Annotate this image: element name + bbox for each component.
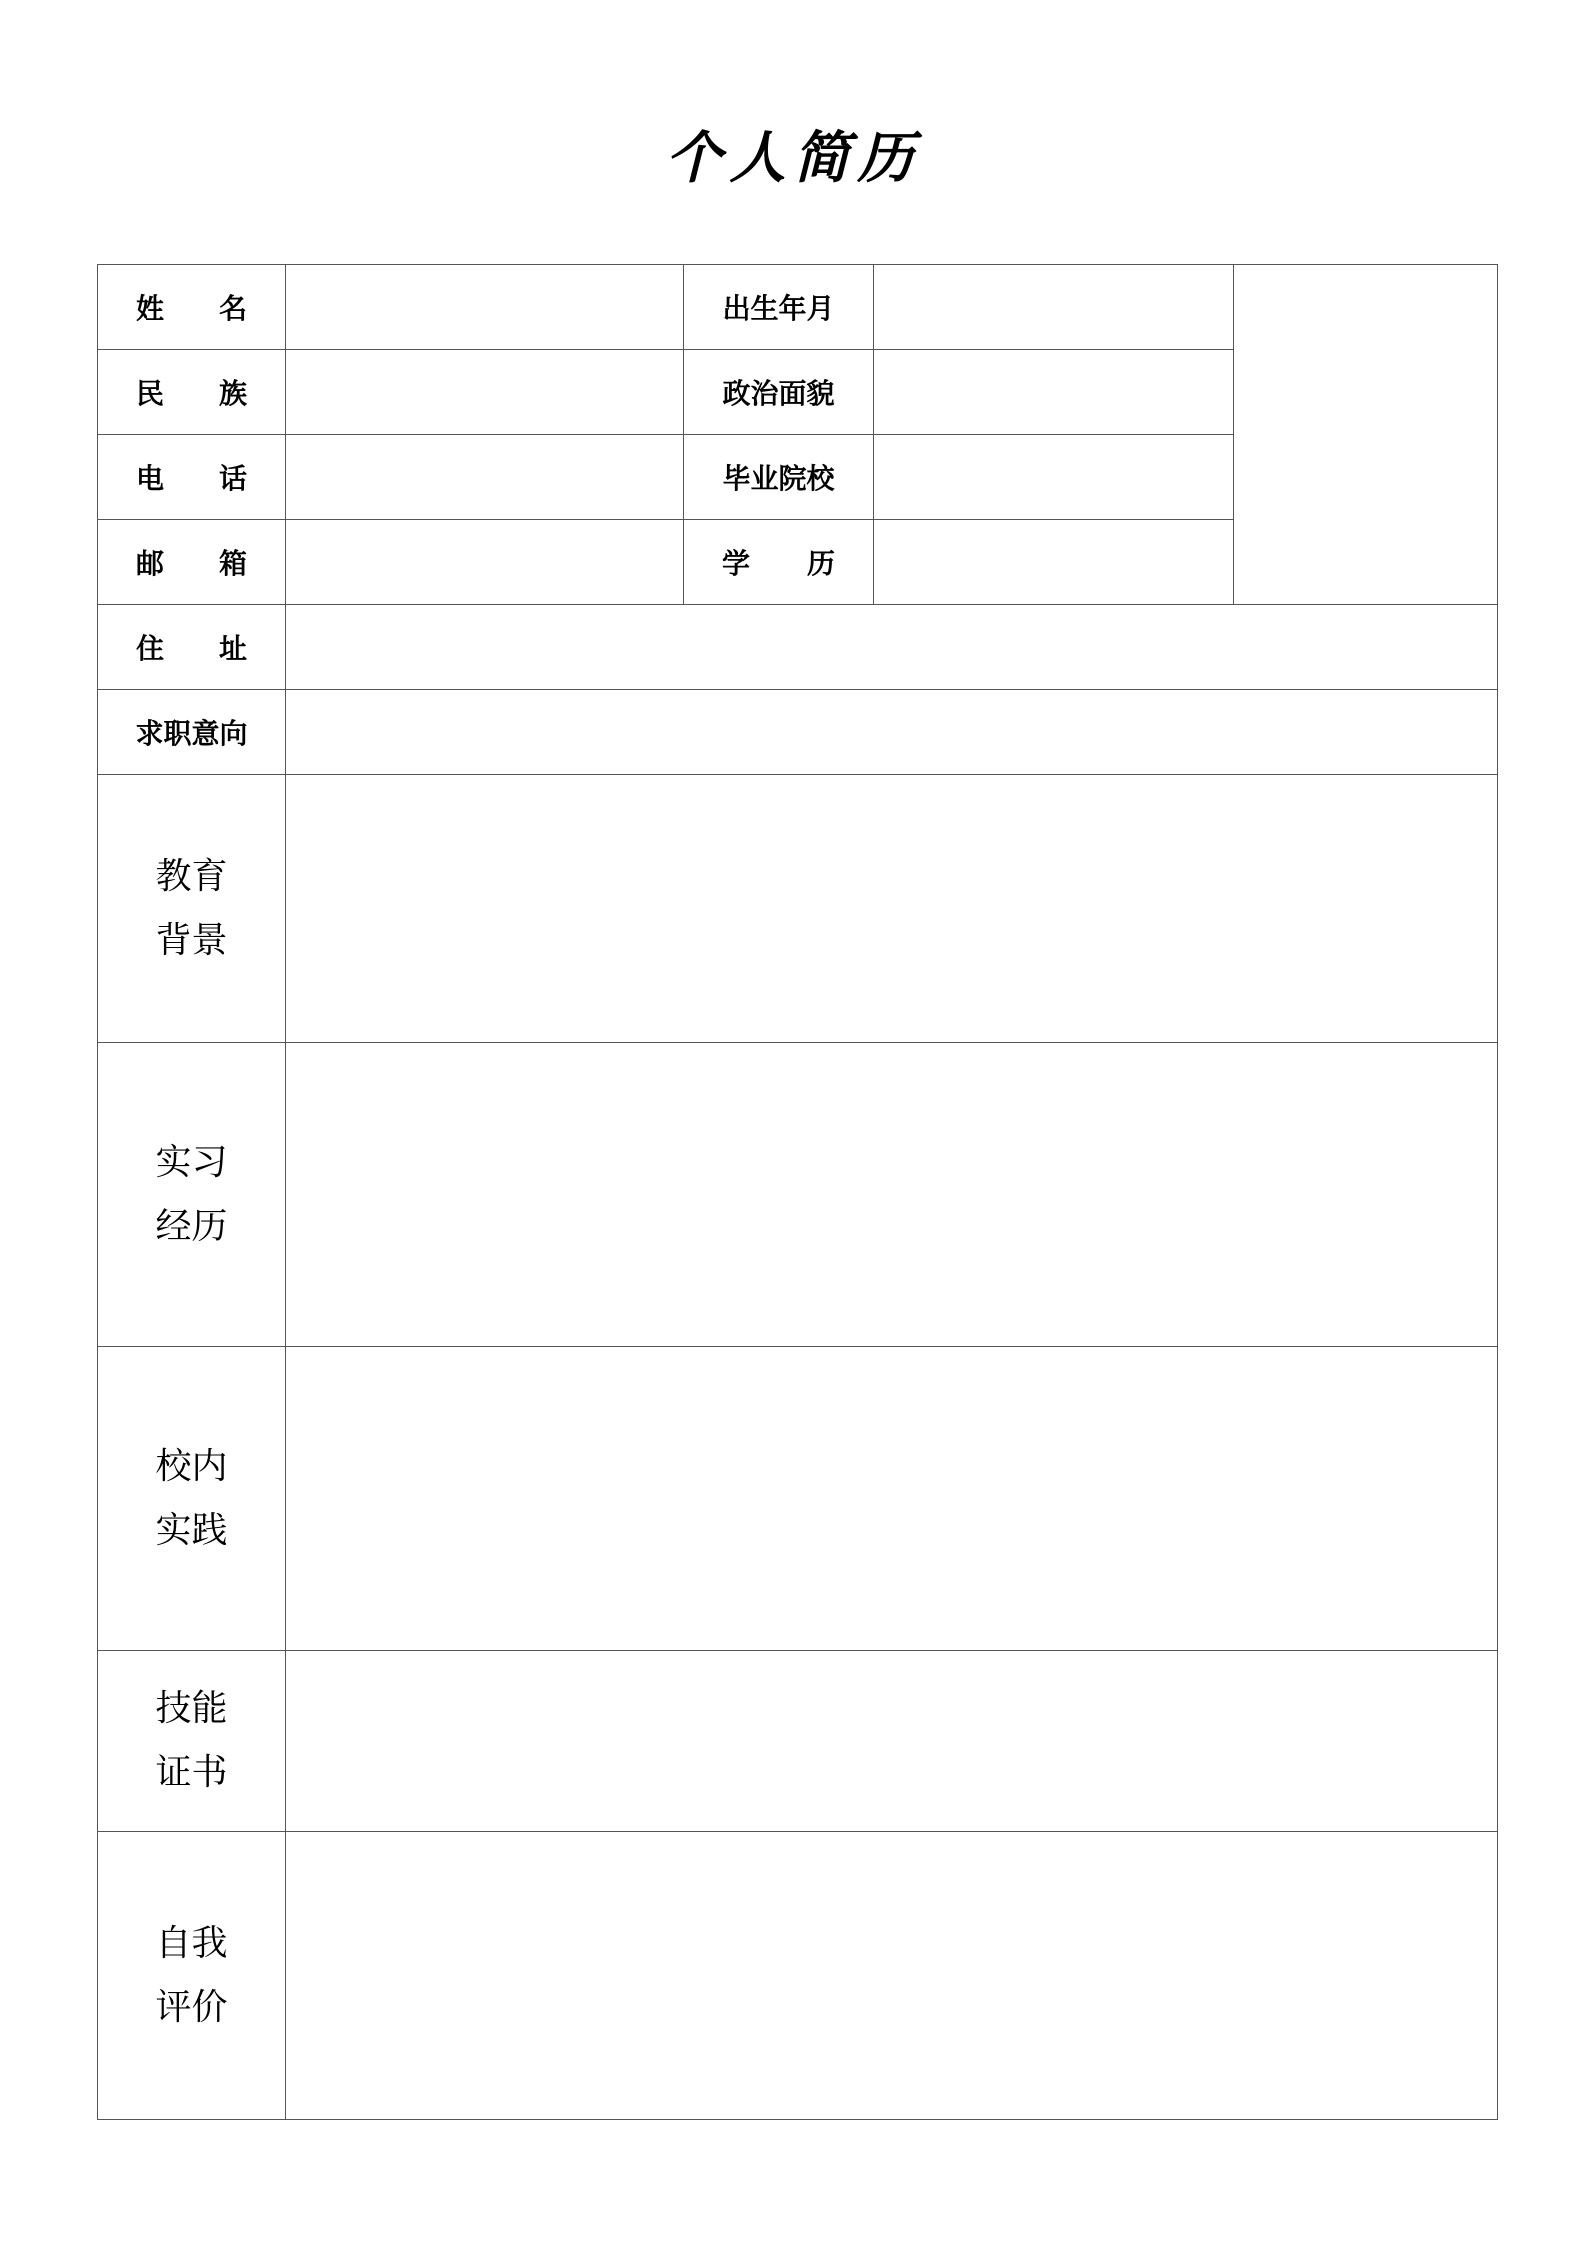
self-eval-label <box>98 1832 286 2120</box>
email-label-char-1: 邮 <box>136 547 165 580</box>
internship-label <box>98 1043 286 1347</box>
skills-content[interactable] <box>286 1651 1498 1832</box>
name-label-char-1: 姓 <box>136 292 165 325</box>
name-label-char-2: 名 <box>218 292 247 325</box>
political-label: 政治面貌 <box>684 350 874 435</box>
phone-label-char-2: 话 <box>218 462 247 495</box>
row-skills <box>98 1651 1498 1832</box>
name-value[interactable] <box>286 265 684 350</box>
internship-label-line-2: 经历 <box>155 1205 228 1247</box>
political-value[interactable] <box>874 350 1234 435</box>
address-label-cell <box>98 605 286 690</box>
email-value[interactable] <box>286 520 684 605</box>
internship-content[interactable] <box>286 1043 1498 1347</box>
phone-value[interactable] <box>286 435 684 520</box>
education-label-line-1: 教育 <box>155 855 228 897</box>
campus-label <box>98 1347 286 1651</box>
photo-cell[interactable] <box>1234 265 1498 605</box>
objective-label: 求职意向 <box>98 690 286 775</box>
row-address <box>98 605 1498 690</box>
row-self-eval <box>98 1832 1498 2120</box>
degree-value[interactable] <box>874 520 1234 605</box>
birth-value[interactable] <box>874 265 1234 350</box>
education-label-line-2: 背景 <box>155 919 228 961</box>
ethnicity-label-char-1: 民 <box>136 377 165 410</box>
internship-label-line-1: 实习 <box>155 1141 228 1183</box>
row-objective <box>98 690 1498 775</box>
education-label <box>98 775 286 1043</box>
birth-label: 出生年月 <box>684 265 874 350</box>
degree-label-char-2: 历 <box>806 547 835 580</box>
name-label-cell <box>98 265 286 350</box>
school-label: 毕业院校 <box>684 435 874 520</box>
campus-label-line-1: 校内 <box>155 1445 228 1487</box>
phone-label-char-1: 电 <box>136 462 165 495</box>
education-content[interactable] <box>286 775 1498 1043</box>
address-value[interactable] <box>286 605 1498 690</box>
address-label-char-1: 住 <box>136 632 165 665</box>
degree-label-char-1: 学 <box>722 547 751 580</box>
address-label-char-2: 址 <box>218 632 247 665</box>
skills-label <box>98 1651 286 1832</box>
phone-label-cell <box>98 435 286 520</box>
school-value[interactable] <box>874 435 1234 520</box>
skills-label-line-1: 技能 <box>155 1688 228 1729</box>
objective-value[interactable] <box>286 690 1498 775</box>
campus-content[interactable] <box>286 1347 1498 1651</box>
row-internship <box>98 1043 1498 1347</box>
ethnicity-label-cell <box>98 350 286 435</box>
ethnicity-label-char-2: 族 <box>218 377 247 410</box>
ethnicity-value[interactable] <box>286 350 684 435</box>
page-title: 个人简历 <box>665 125 922 191</box>
self-eval-label-line-1: 自我 <box>155 1922 228 1964</box>
row-education <box>98 775 1498 1043</box>
campus-label-line-2: 实践 <box>155 1509 228 1551</box>
skills-label-line-2: 证书 <box>155 1752 228 1793</box>
row-name <box>98 265 1498 350</box>
email-label-char-2: 箱 <box>218 547 247 580</box>
self-eval-content[interactable] <box>286 1832 1498 2120</box>
resume-table <box>97 264 1498 2120</box>
email-label-cell <box>98 520 286 605</box>
row-campus <box>98 1347 1498 1651</box>
self-eval-label-line-2: 评价 <box>155 1986 228 2028</box>
degree-label-cell <box>684 520 874 605</box>
